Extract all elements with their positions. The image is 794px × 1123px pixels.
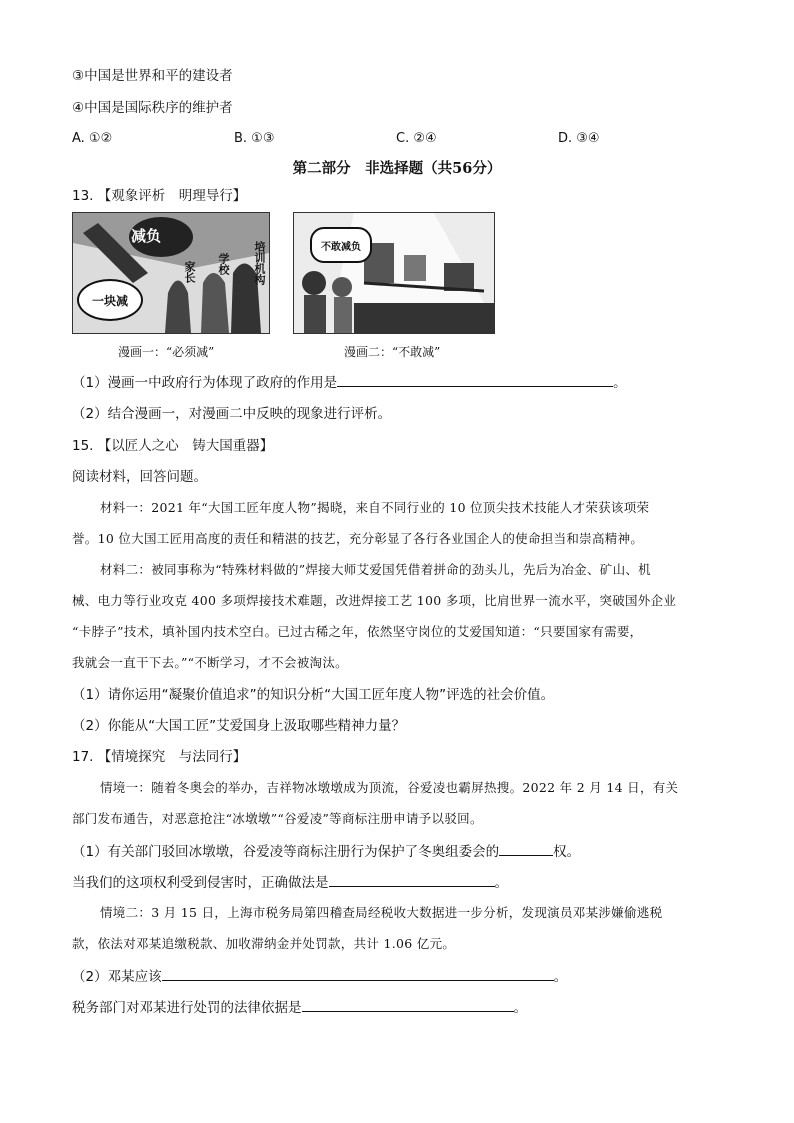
q12-option-c: C. ②④: [396, 131, 437, 146]
q17-sub1: [72, 841, 580, 862]
q15-material2-line1: 材料二：被同事称为“特殊材料做的”焊接大师艾爱国凭借着拼命的劲头儿，先后为冶金、矿山、机: [100, 562, 651, 577]
q15-heading: 15. 【以匠人之心 铸大国重器】: [72, 438, 274, 454]
q17-sub2: [72, 966, 567, 987]
cartoon-one-banner: 减负: [131, 227, 162, 245]
cartoon-two-bubble: 不敢减负: [310, 227, 372, 263]
q13-sub2: （2）结合漫画一，对漫画二中反映的现象进行评析。: [72, 406, 392, 422]
cartoon-one-caption: 漫画一：“必须减”: [118, 345, 215, 359]
q17-sub1-answer-blank[interactable]: [499, 841, 553, 856]
q12-option-d: D. ③④: [558, 131, 600, 146]
cartoon-one: [72, 212, 270, 334]
q17-scene2-line2: 款，依法对邓某追缴税款、加收滞纳金并处罚款，共计 1.06 亿元。: [72, 936, 456, 951]
q17-sub2-prompt: （2）邓某应该: [72, 969, 162, 985]
q12-option-b: B. ①③: [234, 131, 275, 146]
q17-sub1b-end: 。: [494, 875, 508, 891]
q13-sub1-answer-blank[interactable]: [337, 372, 613, 387]
section-title: 第二部分 非选择题（共56分）: [292, 160, 502, 177]
q13-heading: 13. 【观象评析 明理导行】: [72, 188, 247, 204]
q13-sub1: [72, 372, 627, 393]
q15-sub2: （2）你能从“大国工匠”艾爱国身上汲取哪些精神力量？: [72, 718, 406, 734]
q17-sub2b-prompt: 税务部门对邓某进行处罚的法律依据是: [72, 1000, 302, 1016]
q17-sub2-end: 。: [553, 969, 568, 985]
q17-sub2b-end: 。: [513, 1000, 527, 1016]
q15-material1-line1: 材料一：2021 年“大国工匠年度人物”揭晓，来自不同行业的 10 位顶尖技术技能人才荣获该项荣: [100, 500, 650, 515]
q17-sub2b-answer-blank[interactable]: [302, 997, 514, 1012]
q17-sub2b: [72, 997, 527, 1018]
q12-item-4: ④中国是国际秩序的维护者: [72, 100, 233, 116]
cartoon-two: [293, 212, 495, 334]
q12-item-3: ③中国是世界和平的建设者: [72, 68, 233, 84]
cartoon-one-label-training: 培训机构: [253, 241, 266, 285]
q17-sub1-end: 权。: [553, 844, 581, 860]
cartoon-one-label-school: 学校: [217, 253, 230, 275]
q17-sub1b: [72, 872, 508, 893]
q13-sub1-end: 。: [613, 375, 627, 391]
q13-sub1-prompt: （1）漫画一中政府行为体现了政府的作用是: [72, 375, 338, 391]
q17-scene2-line1: 情境二：3 月 15 日，上海市税务局第四稽查局经税收大数据进一步分析，发现演员邓某涉嫌偷逃税: [100, 905, 663, 920]
q17-scene1-line2: 部门发布通告，对恶意抢注“冰墩墩”“谷爱凌”等商标注册申请予以驳回。: [72, 811, 483, 826]
q17-sub2-answer-blank[interactable]: [162, 966, 554, 981]
q17-sub1b-prompt: 当我们的这项权利受到侵害时，正确做法是: [72, 875, 329, 891]
cartoon-one-label-parents: 家长: [183, 261, 196, 283]
q15-material1-line2: 誉。10 位大国工匠用高度的责任和精湛的技艺，充分彰显了各行各业国企人的使命担当和崇高精神。: [72, 531, 644, 546]
q17-scene1-line1: 情境一：随着冬奥会的举办，吉祥物冰墩墩成为顶流，谷爱凌也霸屏热搜。2022 年 2 月 14 日，有关: [100, 780, 679, 795]
q17-heading: 17. 【情境探究 与法同行】: [72, 749, 247, 765]
q12-option-a: A. ①②: [72, 131, 113, 146]
q17-sub1-prompt: （1）有关部门驳回冰墩墩，谷爱凌等商标注册行为保护了冬奥组委会的: [72, 844, 500, 860]
cartoon-two-caption: 漫画二：“不敢减”: [344, 345, 441, 359]
q17-sub1b-answer-blank[interactable]: [329, 872, 495, 887]
cartoon-one-bubble: 一块减: [77, 279, 143, 321]
q15-material2-line2: 械、电力等行业攻克 400 多项焊接技术难题，改进焊接工艺 100 多项，比肩世界一流水平，突破国外企业: [72, 593, 677, 608]
q15-instruction: 阅读材料，回答问题。: [72, 469, 207, 485]
q15-sub1: （1）请你运用“凝聚价值追求”的知识分析“大国工匠年度人物”评选的社会价值。: [72, 687, 555, 703]
q15-material2-line3: “卡脖子”技术，填补国内技术空白。已过古稀之年，依然坚守岗位的艾爱国知道：“只要国家有需要，: [72, 624, 643, 639]
q15-material2-line4: 我就会一直干下去。”“不断学习，才不会被淘汰。: [72, 655, 348, 670]
